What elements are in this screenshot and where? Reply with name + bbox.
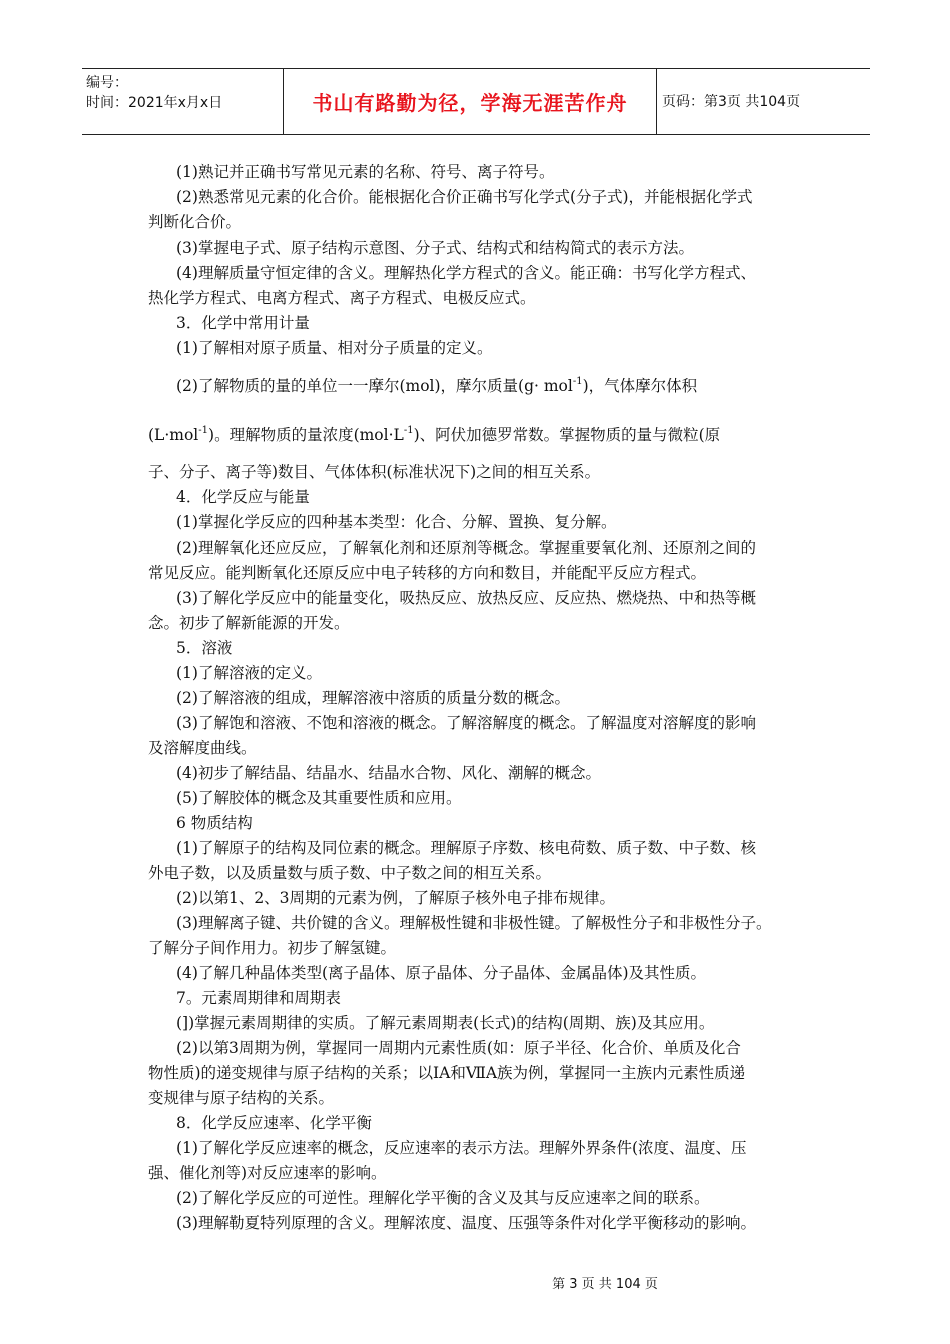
text-line: 常见反应。能判断氧化还原反应中电子转移的方向和数目，并能配平反应方程式。 <box>148 564 707 582</box>
text-line: (4)初步了解结晶、结晶水、结晶水合物、风化、潮解的概念。 <box>176 764 601 782</box>
header-page-number: 页码：第3页 共104页 <box>662 94 801 110</box>
text-line: (3)掌握电子式、原子结构示意图、分子式、结构式和结构简式的表示方法。 <box>176 239 694 257</box>
text-line: (3)了解化学反应中的能量变化，吸热反应、放热反应、反应热、燃烧热、中和热等概 <box>176 589 756 607</box>
text-line: 子、分子、离子等)数目、气体体积(标准状况下)之间的相互关系。 <box>148 463 601 481</box>
text-line: (4)了解几种晶体类型(离子晶体、原子晶体、分子晶体、金属晶体)及其性质。 <box>176 964 707 982</box>
text-line: (])掌握元素周期律的实质。了解元素周期表(长式)的结构(周期、族)及其应用。 <box>176 1014 715 1032</box>
text-line: 变规律与原子结构的关系。 <box>148 1089 335 1107</box>
section-heading: 7。元素周期律和周期表 <box>176 989 341 1007</box>
text-line: (2)以第3周期为例，掌握同一周期内元素性质(如：原子半径、化合价、单质及化合 <box>176 1039 741 1057</box>
text-line: (2)理解氧化还应反应，了解氧化剂和还原剂等概念。掌握重要氧化剂、还原剂之间的 <box>176 539 756 557</box>
header-divider <box>283 69 284 134</box>
text-line: 外电子数，以及质量数与质子数、中子数之间的相互关系。 <box>148 864 552 882</box>
header-motto: 书山有路勤为径，学海无涯苦作舟 <box>312 90 628 115</box>
text-line: (5)了解胶体的概念及其重要性质和应用。 <box>176 789 462 807</box>
text-line: (1)掌握化学反应的四种基本类型：化合、分解、置换、复分解。 <box>176 513 617 531</box>
text-line: 念。初步了解新能源的开发。 <box>148 614 350 632</box>
footer-page-number: 第 3 页 共 104 页 <box>552 1277 658 1292</box>
text-line: (1)了解原子的结构及同位素的概念。理解原子序数、核电荷数、质子数、中子数、核 <box>176 839 756 857</box>
text-line: (1)熟记并正确书写常见元素的名称、符号、离子符号。 <box>176 163 555 181</box>
section-heading: 5．溶液 <box>176 639 233 657</box>
section-heading: 8．化学反应速率、化学平衡 <box>176 1114 372 1132</box>
text-line: 物性质)的递变规律与原子结构的关系；以IA和ⅦA族为例，掌握同一主族内元素性质递 <box>148 1064 746 1082</box>
text-line: (2)熟悉常见元素的化合价。能根据化合价正确书写化学式(分子式)，并能根据化学式 <box>176 188 753 206</box>
header-number: 编号： <box>86 75 128 91</box>
text-line: 强、催化剂等)对反应速率的影响。 <box>148 1164 387 1182</box>
text-line: (3)理解离子键、共价键的含义。理解极性键和非极性键。了解极性分子和非极性分子。 <box>176 914 772 932</box>
text-line: (3)了解饱和溶液、不饱和溶液的概念。了解溶解度的概念。了解温度对溶解度的影响 <box>176 714 756 732</box>
text-line: (3)理解勒夏特列原理的含义。理解浓度、温度、压强等条件对化学平衡移动的影响。 <box>176 1214 756 1232</box>
text-line: (1)了解化学反应速率的概念，反应速率的表示方法。理解外界条件(浓度、温度、压 <box>176 1139 747 1157</box>
text-line: (1)了解溶液的定义。 <box>176 664 322 682</box>
text-line: (2)了解化学反应的可逆性。理解化学平衡的含义及其与反应速率之间的联系。 <box>176 1189 710 1207</box>
text-line: 及溶解度曲线。 <box>148 739 257 757</box>
header-meta <box>86 73 281 113</box>
section-heading: 4．化学反应与能量 <box>176 488 310 506</box>
text-line: (2)以第1、2、3周期的元素为例，了解原子核外电子排布规律。 <box>176 889 616 907</box>
text-line: (L·mol$^{-1}$)。理解物质的量浓度$(mol\cdot L^{-1})$、阿伏加德罗常数。掌握物质的量与微粒(原 <box>148 425 721 444</box>
text-line: (2)了解物质的量的单位一一摩尔(mol)，摩尔质量(g· mol$^{-1}$)，气体摩尔体积 <box>176 376 698 395</box>
text-line: (1)了解相对原子质量、相对分子质量的定义。 <box>176 339 493 357</box>
header-divider <box>656 69 657 134</box>
text-line: 了解分子间作用力。初步了解氢键。 <box>148 939 397 957</box>
header-time: 时间：2021年x月x日 <box>86 95 223 111</box>
text-line: (4)理解质量守恒定律的含义。理解热化学方程式的含义。能正确：书写化学方程式、 <box>176 264 756 282</box>
text-line: (2)了解溶液的组成，理解溶液中溶质的质量分数的概念。 <box>176 689 570 707</box>
page-header <box>82 68 870 135</box>
text-line: 判断化合价。 <box>148 213 242 231</box>
section-heading: 6 物质结构 <box>176 814 253 832</box>
text-line: 热化学方程式、电离方程式、离子方程式、电极反应式。 <box>148 289 536 307</box>
page-footer <box>0 1273 950 1292</box>
section-heading: 3．化学中常用计量 <box>176 314 310 332</box>
